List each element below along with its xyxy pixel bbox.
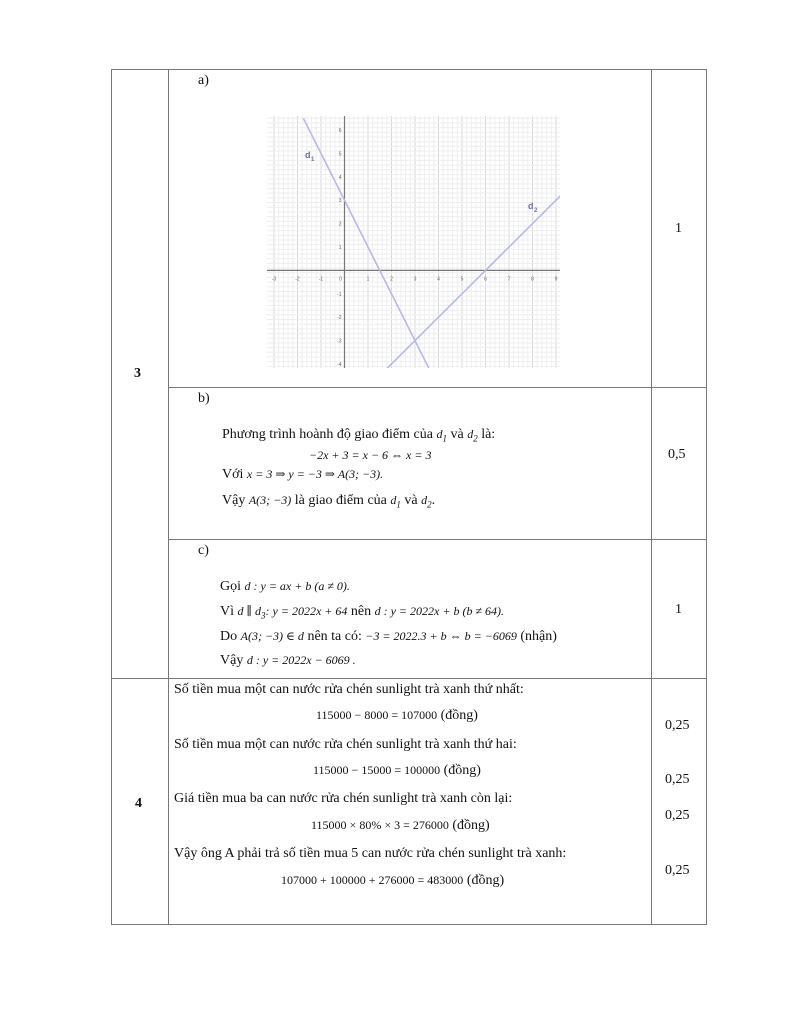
- x-tick-label: 6: [484, 276, 487, 283]
- math: 115000 − 8000 = 107000: [316, 708, 438, 722]
- text: (nhận): [520, 629, 557, 644]
- d2-symbol: $d_2$: [421, 493, 432, 510]
- x-tick-label: 7: [507, 276, 511, 283]
- q4-eq-1: [316, 708, 478, 724]
- part-a-score: 1: [675, 221, 682, 236]
- y-tick-label: -4: [337, 362, 342, 368]
- x-tick-label: 4: [437, 276, 440, 283]
- text: là giao điểm của: [294, 493, 387, 508]
- question-number-4: 4: [135, 796, 142, 811]
- text: Do: [220, 629, 238, 644]
- y-tick-label: -1: [337, 291, 342, 298]
- col-divider-2: [651, 69, 652, 925]
- label-d1-sub: 1: [311, 157, 315, 163]
- part-b-label: b): [198, 391, 210, 406]
- x-tick-label: 9: [554, 276, 558, 283]
- math: 115000 × 80% × 3 = 276000: [311, 818, 449, 832]
- text: nên: [350, 604, 372, 619]
- y-tick-label: 1: [338, 245, 342, 251]
- label-d1: d: [305, 150, 311, 160]
- math: d ∥ $d_3$: y = 2022x + 64: [237, 604, 348, 621]
- x-tick-label: -1: [318, 276, 324, 283]
- row-divider-3-4: [111, 678, 707, 679]
- x-tick-label: 0: [339, 276, 342, 283]
- y-tick-label: -2: [337, 315, 342, 322]
- row-divider-3a-3b: [168, 387, 707, 388]
- text: Với: [222, 467, 244, 482]
- part-b-line-4: [222, 493, 435, 509]
- label-d2-sub: 2: [534, 208, 538, 214]
- x-tick-label: 5: [460, 276, 464, 283]
- q4-eq-2: [313, 763, 481, 779]
- q4-line-4: Vậy ông A phải trả số tiền mua 5 can nước rửa chén sunlight trà xanh:: [174, 846, 567, 861]
- d1-symbol: $d_1$: [390, 493, 401, 510]
- y-tick-label: 5: [338, 151, 342, 158]
- q4-line-2: Số tiền mua một can nước rửa chén sunlight trà xanh thứ hai:: [174, 737, 517, 752]
- text: Vậy: [220, 653, 244, 668]
- text: Vì: [220, 604, 234, 619]
- part-b-score: 0,5: [668, 447, 686, 462]
- part-c-line-4: [220, 653, 356, 669]
- q4-line-3: Giá tiền mua ba can nước rửa chén sunlight trà xanh còn lại:: [174, 791, 513, 806]
- q4-line-1: Số tiền mua một can nước rửa chén sunlight trà xanh thứ nhất:: [174, 682, 524, 697]
- q4-eq-4: [281, 873, 504, 889]
- unit: (đồng): [452, 818, 490, 833]
- text: Vậy: [222, 493, 246, 508]
- q4-score-1: 0,25: [665, 718, 690, 733]
- part-a-label: a): [198, 73, 209, 88]
- unit: (đồng): [443, 763, 481, 778]
- math: A(3; −3) ∈ d: [240, 629, 304, 643]
- text: là:: [481, 427, 496, 442]
- text: và: [450, 427, 464, 442]
- coordinate-graph: [267, 116, 560, 368]
- math: A(3; −3): [248, 493, 292, 507]
- text: .: [431, 493, 436, 508]
- math: 115000 − 15000 = 100000: [313, 763, 441, 777]
- math: d : y = ax + b (a ≠ 0).: [244, 579, 350, 593]
- math: d : y = 2022x + b (b ≠ 64).: [374, 604, 505, 618]
- x-tick-label: 2: [390, 276, 393, 283]
- col-divider-1: [168, 69, 169, 925]
- row-divider-3b-3c: [168, 539, 707, 540]
- math: d : y = 2022x − 6069 .: [246, 653, 356, 667]
- x-tick-label: -2: [295, 276, 300, 283]
- label-d2: d: [528, 201, 534, 211]
- q4-eq-3: [311, 818, 490, 834]
- part-b-line-3: [222, 467, 383, 483]
- text: nên ta có:: [307, 629, 362, 644]
- math: 107000 + 100000 + 276000 = 483000: [281, 873, 464, 887]
- text: Phương trình hoành độ giao điểm của: [222, 427, 433, 442]
- q4-score-3: 0,25: [665, 808, 690, 823]
- part-b-equation: −2x + 3 = x − 6 ⇔ x = 3: [309, 448, 432, 462]
- unit: (đồng): [466, 873, 505, 888]
- math: x = 3 ⇒ y = −3 ⇒ A(3; −3).: [246, 467, 384, 481]
- y-tick-label: 2: [338, 221, 342, 228]
- d2-symbol: $d_2$: [467, 427, 478, 444]
- y-tick-label: -3: [337, 338, 342, 345]
- part-b-line-1: [222, 427, 495, 443]
- q4-score-4: 0,25: [665, 863, 690, 878]
- y-tick-label: 3: [338, 198, 342, 205]
- text: và: [404, 493, 418, 508]
- d1-symbol: $d_1$: [436, 427, 447, 444]
- math: −3 = 2022.3 + b ⇔ b = −6069: [365, 629, 517, 643]
- part-c-line-3: [220, 629, 557, 645]
- part-c-line-2: [220, 604, 504, 620]
- q4-score-2: 0,25: [665, 772, 690, 787]
- question-number-3: 3: [134, 366, 141, 381]
- y-tick-label: 6: [338, 128, 342, 134]
- x-tick-label: 8: [531, 276, 534, 283]
- unit: (đồng): [440, 708, 478, 723]
- x-tick-label: -3: [271, 276, 277, 283]
- x-tick-label: 1: [366, 276, 370, 283]
- y-tick-label: 4: [338, 174, 342, 181]
- part-c-score: 1: [675, 602, 682, 617]
- x-tick-label: 3: [413, 276, 417, 283]
- text: Gọi: [220, 579, 241, 594]
- part-c-label: c): [198, 543, 209, 558]
- part-c-line-1: [220, 579, 350, 595]
